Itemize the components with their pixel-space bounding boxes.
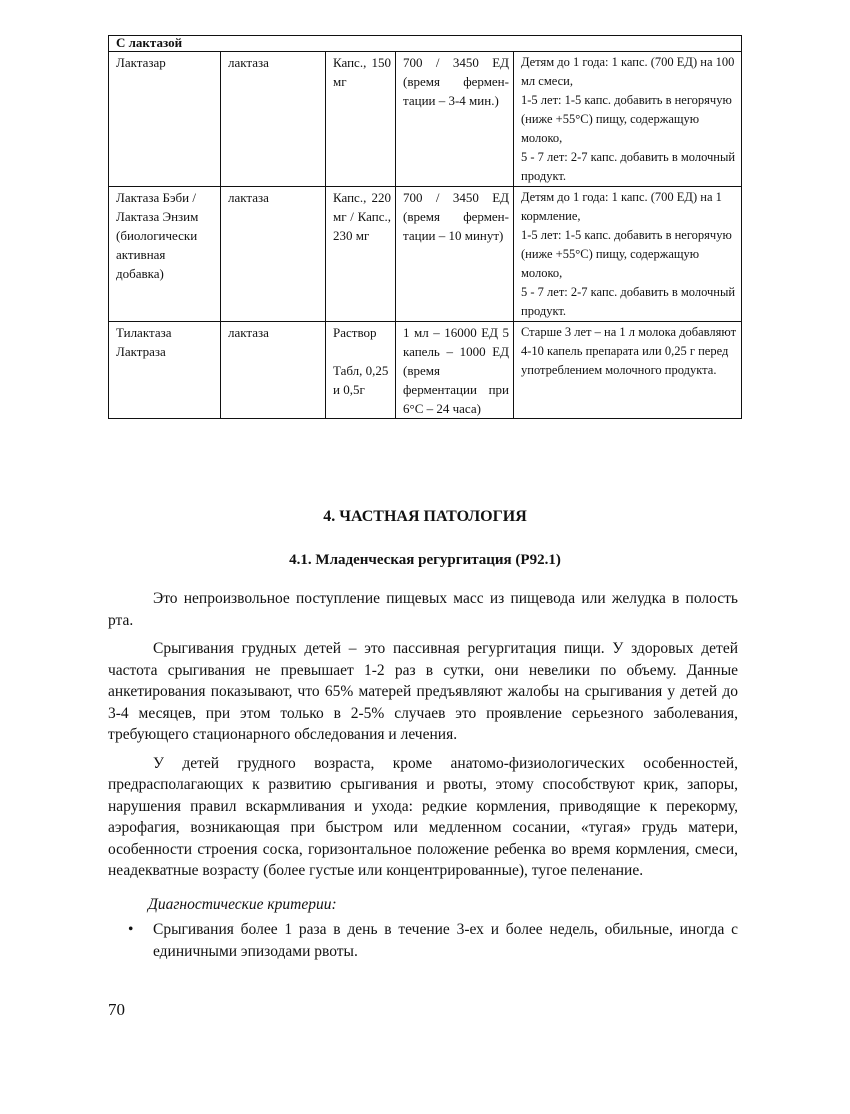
drug-name: Тилактаза Лактраза (109, 322, 221, 419)
drug-activity: 700 / 3450 ЕД (время ферментации – 10 минут) (396, 187, 514, 322)
drug-form (326, 187, 396, 322)
table-group-row (109, 36, 742, 52)
lactase-drugs-table (108, 35, 742, 419)
bullet-icon: • (128, 921, 134, 938)
table-row (109, 322, 742, 419)
drug-form-line: Капс., 220 мг / Капс., 230 мг (333, 190, 391, 243)
drug-form-line: Табл, 0,25 и 0,5г (333, 363, 389, 397)
drug-substance: лактаза (221, 52, 326, 187)
drug-activity: 700 / 3450 ЕД (время ферментации – 3-4 мин.) (396, 52, 514, 187)
group-label: С лактазой (109, 36, 742, 52)
table-row (109, 187, 742, 322)
diagnostic-criteria-heading: Диагностические критерии: (148, 895, 337, 913)
paragraph: Это непроизвольное поступление пищевых масс из пищевода или желудка в полость рта. (108, 590, 738, 629)
drug-substance: лактаза (221, 187, 326, 322)
paragraph: Срыгивания грудных детей – это пассивная регургитация пищи. У здоровых детей частота срыгивания не превышает 1-2 раз в сутки, они невелики по объему. Данные анкетирования показывают, что 65% матерей предъявляют жалобы на срыгивания у детей до 3-4 месяцев, при этом только в 2-5% случаев это проявление серьезного заболевания, требующего стационарного обследования и лечения. (108, 640, 738, 743)
drug-form (326, 52, 396, 187)
drug-dosage (514, 52, 742, 187)
section-title: 4. ЧАСТНАЯ ПАТОЛОГИЯ (323, 508, 527, 525)
drug-name: Лактазар (109, 52, 221, 187)
subsection-title: 4.1. Младенческая регургитация (Р92.1) (289, 552, 561, 568)
dosage-line: Детям до 1 года: 1 капс. (700 ЕД) на 100 мл смеси, (521, 55, 735, 88)
page-number: 70 (108, 1000, 125, 1019)
drug-form-line: Капс., 150 мг (333, 55, 391, 89)
drug-name: Лактаза Бэби / Лактаза Энзим (биологически активная добавка) (109, 187, 221, 322)
paragraph: У детей грудного возраста, кроме анатомо-физиологических особенностей, предрасполагающих к развитию срыгивания и рвоты, этому способствуют крик, запоры, нарушения правил вскармливания и ухода: редкие кормления, приводящие к перекорму, аэрофагия, возникающая при быстром или медленном сосании, «тугая» грудь матери, особенности строения соска, горизонтальное положение ребенка во время кормления, смеси, неадекватные возрасту (более густые или концентрированные), тугое пеленание. (108, 754, 738, 879)
drug-dosage (514, 322, 742, 419)
drug-dosage (514, 187, 742, 322)
drug-form (326, 322, 396, 419)
dosage-line: 5 - 7 лет: 2-7 капс. добавить в молочный продукт. (521, 285, 736, 318)
form-spacer (333, 342, 391, 361)
diagnostic-criteria-list (108, 919, 738, 962)
list-item (108, 919, 738, 962)
drug-substance: лактаза (221, 322, 326, 419)
drug-activity: 1 мл – 16000 ЕД 5 капель – 1000 ЕД (время ферментации при 6°С – 24 часа) (396, 322, 514, 419)
dosage-line: 1-5 лет: 1-5 капс. добавить в негорячую (ниже +55°С) пищу, содержащую молоко, (521, 228, 732, 280)
list-item-text: Срыгивания более 1 раза в день в течение 3-ех и более недель, обильные, иногда с единичными эпизодами рвоты. (153, 921, 738, 960)
drug-form-line: Раствор (333, 325, 377, 340)
dosage-line: Детям до 1 года: 1 капс. (700 ЕД) на 1 кормление, (521, 190, 722, 223)
dosage-line: Старше 3 лет – на 1 л молока добавляют 4-10 капель препарата или 0,25 г перед употреблением молочного продукта. (521, 325, 737, 377)
table-row (109, 52, 742, 187)
body-text (108, 588, 738, 962)
dosage-line: 5 - 7 лет: 2-7 капс. добавить в молочный продукт. (521, 150, 736, 183)
dosage-line: 1-5 лет: 1-5 капс. добавить в негорячую (ниже +55°С) пищу, содержащую молоко, (521, 93, 732, 145)
